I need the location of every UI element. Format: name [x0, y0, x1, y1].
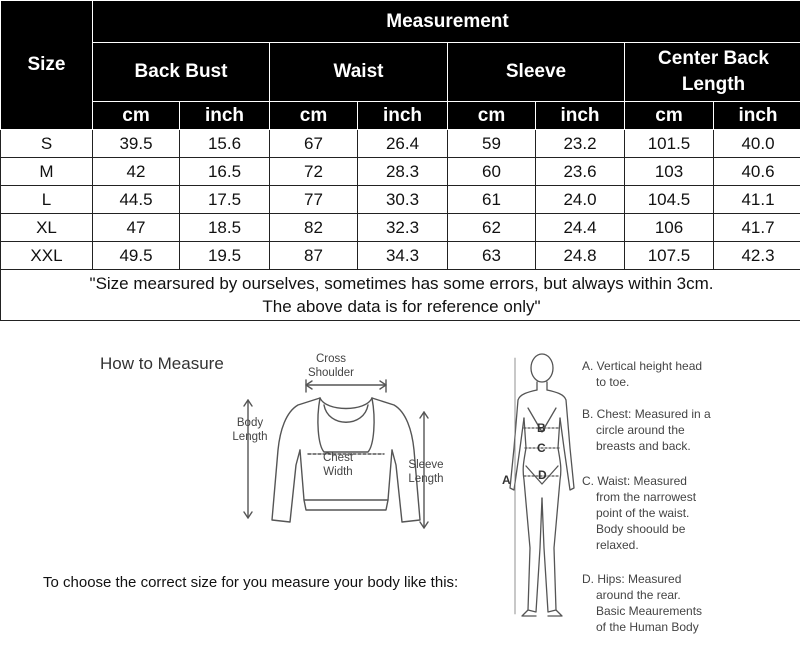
table-cell: 67: [270, 130, 358, 158]
measure-legend-d: [582, 571, 792, 635]
table-row: [1, 158, 800, 186]
measurement-header: Measurement: [93, 1, 800, 43]
table-cell: 59: [448, 130, 536, 158]
sweater-sketch-illustration: [228, 350, 468, 550]
table-row: [1, 186, 800, 214]
table-row: [1, 214, 800, 242]
unit-header: inch: [358, 102, 448, 130]
table-cell: 30.3: [358, 186, 448, 214]
legend-c-line-5: relaxed.: [596, 538, 639, 552]
legend-c-line-2: from the narrowest: [596, 490, 697, 504]
table-cell: 47: [93, 214, 180, 242]
unit-header: inch: [180, 102, 270, 130]
table-cell: 28.3: [358, 158, 448, 186]
group-header-waist: Waist: [270, 43, 448, 102]
table-cell: 49.5: [93, 242, 180, 270]
cross-shoulder-label-line-1: Cross: [315, 353, 347, 365]
figure-letter-d: D: [538, 468, 547, 482]
table-cell: 19.5: [180, 242, 270, 270]
legend-b-line-3: breasts and back.: [596, 439, 691, 453]
table-cell: 24.8: [536, 242, 625, 270]
table-cell: 41.1: [714, 186, 800, 214]
cross-shoulder-label-line-2: Shoulder: [307, 367, 355, 379]
unit-header: cm: [93, 102, 180, 130]
table-cell: 42: [93, 158, 180, 186]
table-cell: 60: [448, 158, 536, 186]
table-note: [1, 270, 800, 321]
table-cell: 82: [270, 214, 358, 242]
table-note-line-2: The above data is for reference only": [262, 297, 541, 316]
table-cell: 16.5: [180, 158, 270, 186]
chest-width-label: [316, 451, 360, 479]
table-cell: 104.5: [625, 186, 714, 214]
legend-b-line-2: circle around the: [596, 423, 685, 437]
sleeve-length-label: [403, 458, 449, 486]
cross-shoulder-label: [306, 352, 356, 380]
measure-legend-a: [582, 358, 792, 390]
sleeve-length-label-line-2: Length: [408, 473, 444, 485]
body-figure-illustration: [500, 348, 580, 628]
table-cell: 40.6: [714, 158, 800, 186]
table-note-line-1: "Size mearsured by ourselves, sometimes has some errors, but always within 3cm.: [89, 274, 714, 293]
body-length-label-line-2: Length: [232, 431, 268, 443]
size-cell: XXL: [1, 242, 93, 270]
table-cell: 107.5: [625, 242, 714, 270]
table-cell: 32.3: [358, 214, 448, 242]
size-header: Size: [1, 1, 93, 130]
unit-header: cm: [625, 102, 714, 130]
size-cell: L: [1, 186, 93, 214]
group-header-center-back-length: [625, 43, 800, 102]
table-cell: 23.6: [536, 158, 625, 186]
measure-legend-b: [582, 406, 792, 454]
choose-size-instruction: To choose the correct size for you measure your body like this:: [43, 574, 459, 591]
group-header-back-bust: Back Bust: [93, 43, 270, 102]
table-cell: 15.6: [180, 130, 270, 158]
table-cell: 23.2: [536, 130, 625, 158]
table-cell: 61: [448, 186, 536, 214]
legend-d-line-2: around the rear.: [596, 588, 681, 602]
how-to-measure-title: How to Measure: [100, 354, 224, 373]
table-cell: 34.3: [358, 242, 448, 270]
table-cell: 17.5: [180, 186, 270, 214]
legend-c-line-1: C. Waist: Measured: [582, 474, 687, 488]
figure-letter-a: A: [502, 473, 511, 487]
table-row: [1, 242, 800, 270]
legend-a-line-2: to toe.: [596, 375, 630, 389]
unit-header: inch: [536, 102, 625, 130]
legend-d-line-4: of the Human Body: [596, 620, 699, 634]
table-row: [1, 130, 800, 158]
group-header-sleeve: Sleeve: [448, 43, 625, 102]
table-cell: 18.5: [180, 214, 270, 242]
legend-d-line-3: Basic Meaurements: [596, 604, 703, 618]
table-cell: 44.5: [93, 186, 180, 214]
size-cell: XL: [1, 214, 93, 242]
table-cell: 87: [270, 242, 358, 270]
legend-c-line-4: Body shoould be: [596, 522, 686, 536]
table-cell: 103: [625, 158, 714, 186]
size-cell: M: [1, 158, 93, 186]
unit-header: cm: [270, 102, 358, 130]
center-back-length-label: Center Back Length: [658, 48, 769, 95]
table-cell: 41.7: [714, 214, 800, 242]
table-cell: 24.0: [536, 186, 625, 214]
table-cell: 26.4: [358, 130, 448, 158]
table-cell: 72: [270, 158, 358, 186]
table-cell: 24.4: [536, 214, 625, 242]
table-cell: 77: [270, 186, 358, 214]
size-cell: S: [1, 130, 93, 158]
body-length-label: [230, 416, 270, 444]
legend-a-line-1: A. Vertical height head: [582, 359, 703, 373]
table-cell: 39.5: [93, 130, 180, 158]
measure-legend-c: [582, 473, 792, 553]
unit-header: cm: [448, 102, 536, 130]
unit-header: inch: [714, 102, 800, 130]
body-length-label-line-1: Body: [236, 417, 264, 429]
table-cell: 42.3: [714, 242, 800, 270]
table-cell: 62: [448, 214, 536, 242]
chest-width-label-line-1: Chest: [322, 452, 354, 464]
table-cell: 63: [448, 242, 536, 270]
table-cell: 106: [625, 214, 714, 242]
sleeve-length-label-line-1: Sleeve: [408, 459, 444, 471]
figure-letter-b: B: [537, 421, 546, 435]
legend-c-line-3: point of the waist.: [596, 506, 690, 520]
legend-b-line-1: B. Chest: Measured in a: [582, 407, 711, 421]
table-cell: 101.5: [625, 130, 714, 158]
table-cell: 40.0: [714, 130, 800, 158]
chest-width-label-line-2: Width: [323, 466, 353, 478]
legend-d-line-1: D. Hips: Measured: [582, 572, 682, 586]
figure-letter-c: C: [537, 441, 546, 455]
size-chart-table: [0, 0, 800, 321]
